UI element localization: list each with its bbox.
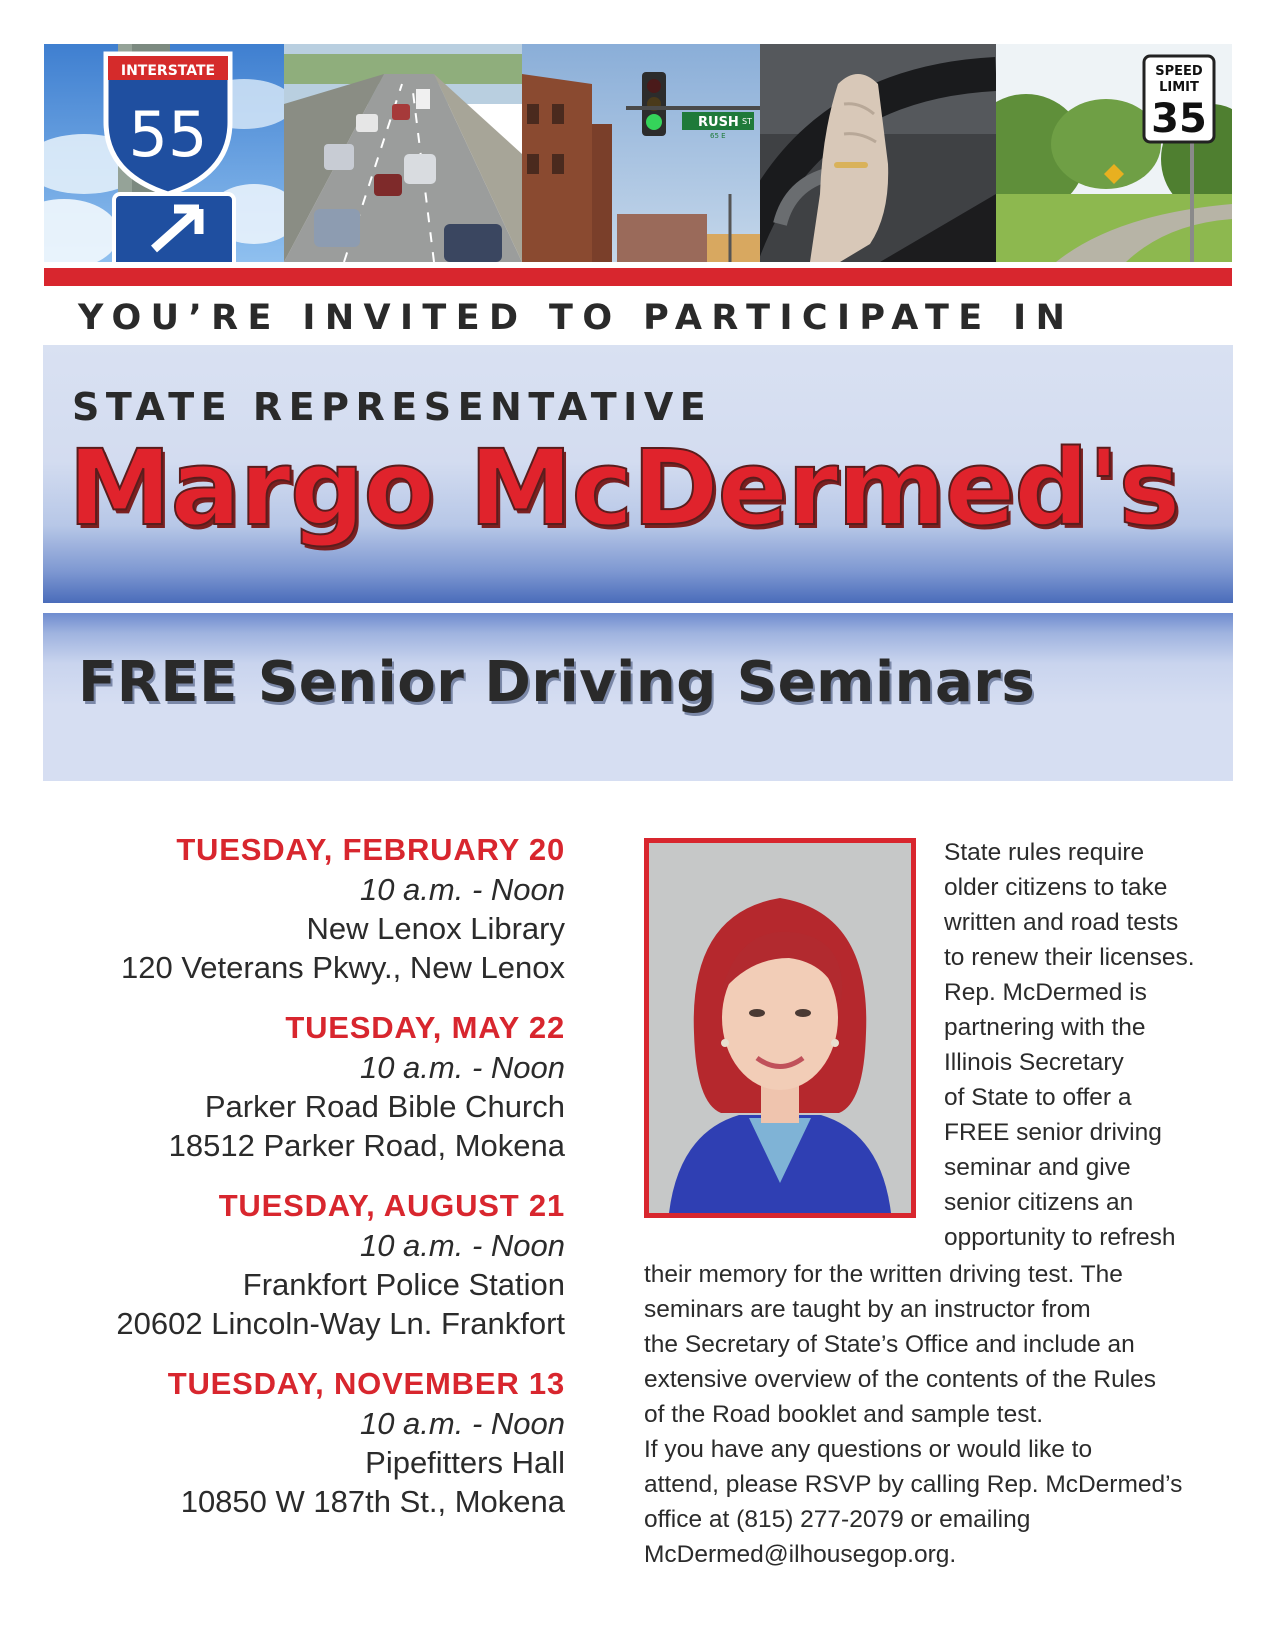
description-line: to renew their licenses. bbox=[944, 944, 1195, 971]
description-line: opportunity to refresh bbox=[944, 1224, 1176, 1251]
event-address: 20602 Lincoln-Way Ln. Frankfort bbox=[116, 1306, 565, 1341]
event-day: TUESDAY, FEBRUARY 20 bbox=[176, 832, 565, 867]
description-line: FREE senior driving bbox=[944, 1119, 1162, 1146]
event-time: 10 a.m. - Noon bbox=[359, 1228, 565, 1263]
description-line: extensive overview of the contents of the Rules bbox=[644, 1366, 1157, 1393]
event-item bbox=[45, 830, 565, 987]
event-title: FREE Senior Driving Seminars bbox=[78, 650, 1036, 715]
event-day: TUESDAY, MAY 22 bbox=[285, 1010, 565, 1045]
description-line: older citizens to take bbox=[944, 874, 1168, 901]
interstate-label: INTERSTATE bbox=[120, 63, 216, 79]
event-day: TUESDAY, AUGUST 21 bbox=[218, 1188, 565, 1223]
seminar-schedule bbox=[45, 830, 565, 1542]
event-venue: New Lenox Library bbox=[306, 911, 565, 946]
description-wide-column bbox=[644, 1257, 1234, 1572]
photo-highway-traffic bbox=[284, 44, 522, 262]
description-line: seminars are taught by an instructor from bbox=[644, 1296, 1091, 1323]
event-item bbox=[45, 1364, 565, 1521]
representative-name: Margo McDermed's bbox=[68, 427, 1180, 549]
event-venue: Frankfort Police Station bbox=[242, 1267, 565, 1302]
event-venue: Parker Road Bible Church bbox=[204, 1089, 565, 1124]
description-line: Rep. McDermed is bbox=[944, 979, 1147, 1006]
photo-steering-wheel bbox=[760, 44, 996, 262]
description-line: seminar and give bbox=[944, 1154, 1131, 1181]
photo-interstate-sign bbox=[44, 44, 284, 262]
speed-sign-line1: SPEED bbox=[1155, 64, 1203, 79]
street-sign-number: 65 E bbox=[710, 132, 726, 140]
description-line: If you have any questions or would like to bbox=[644, 1436, 1093, 1463]
contact-email: McDermed@ilhousegop.org. bbox=[644, 1541, 957, 1568]
red-divider-bar bbox=[44, 268, 1232, 286]
photo-speed-limit bbox=[996, 44, 1232, 262]
event-time: 10 a.m. - Noon bbox=[359, 1406, 565, 1441]
description-line: attend, please RSVP by calling Rep. McDermed’s bbox=[644, 1471, 1183, 1498]
event-address: 120 Veterans Pkwy., New Lenox bbox=[120, 950, 565, 985]
street-sign-name: RUSH bbox=[698, 115, 739, 130]
event-address: 10850 W 187th St., Mokena bbox=[180, 1484, 565, 1519]
description-line: senior citizens an bbox=[944, 1189, 1134, 1216]
speed-sign-line2: LIMIT bbox=[1159, 80, 1199, 95]
event-item bbox=[45, 1186, 565, 1343]
description-line: State rules require bbox=[944, 839, 1145, 866]
event-time: 10 a.m. - Noon bbox=[359, 872, 565, 907]
event-venue: Pipefitters Hall bbox=[365, 1445, 565, 1480]
description-line: the Secretary of State’s Office and include an bbox=[644, 1331, 1135, 1358]
subtitle-state-representative: STATE REPRESENTATIVE bbox=[72, 385, 713, 429]
event-day: TUESDAY, NOVEMBER 13 bbox=[167, 1366, 565, 1401]
interstate-number: 55 bbox=[128, 98, 208, 171]
photo-traffic-light bbox=[522, 44, 760, 262]
street-sign-suffix: ST bbox=[742, 117, 752, 126]
event-address: 18512 Parker Road, Mokena bbox=[168, 1128, 565, 1163]
speed-sign-limit: 35 bbox=[1151, 96, 1207, 142]
description-line: of the Road booklet and sample test. bbox=[644, 1401, 1044, 1428]
event-time: 10 a.m. - Noon bbox=[359, 1050, 565, 1085]
event-item bbox=[45, 1008, 565, 1165]
description-line: Illinois Secretary bbox=[944, 1049, 1124, 1076]
description-line: office at (815) 277-2079 or emailing bbox=[644, 1506, 1031, 1533]
description-narrow-column bbox=[944, 835, 1234, 1255]
header-photo-strip bbox=[44, 44, 1232, 262]
description-line: their memory for the written driving test. The bbox=[644, 1261, 1123, 1288]
invite-heading: YOU’RE INVITED TO PARTICIPATE IN bbox=[78, 298, 1075, 338]
description-line: written and road tests bbox=[944, 909, 1179, 936]
description-line: of State to offer a bbox=[944, 1084, 1132, 1111]
representative-portrait bbox=[644, 838, 916, 1218]
description-line: partnering with the bbox=[944, 1014, 1146, 1041]
